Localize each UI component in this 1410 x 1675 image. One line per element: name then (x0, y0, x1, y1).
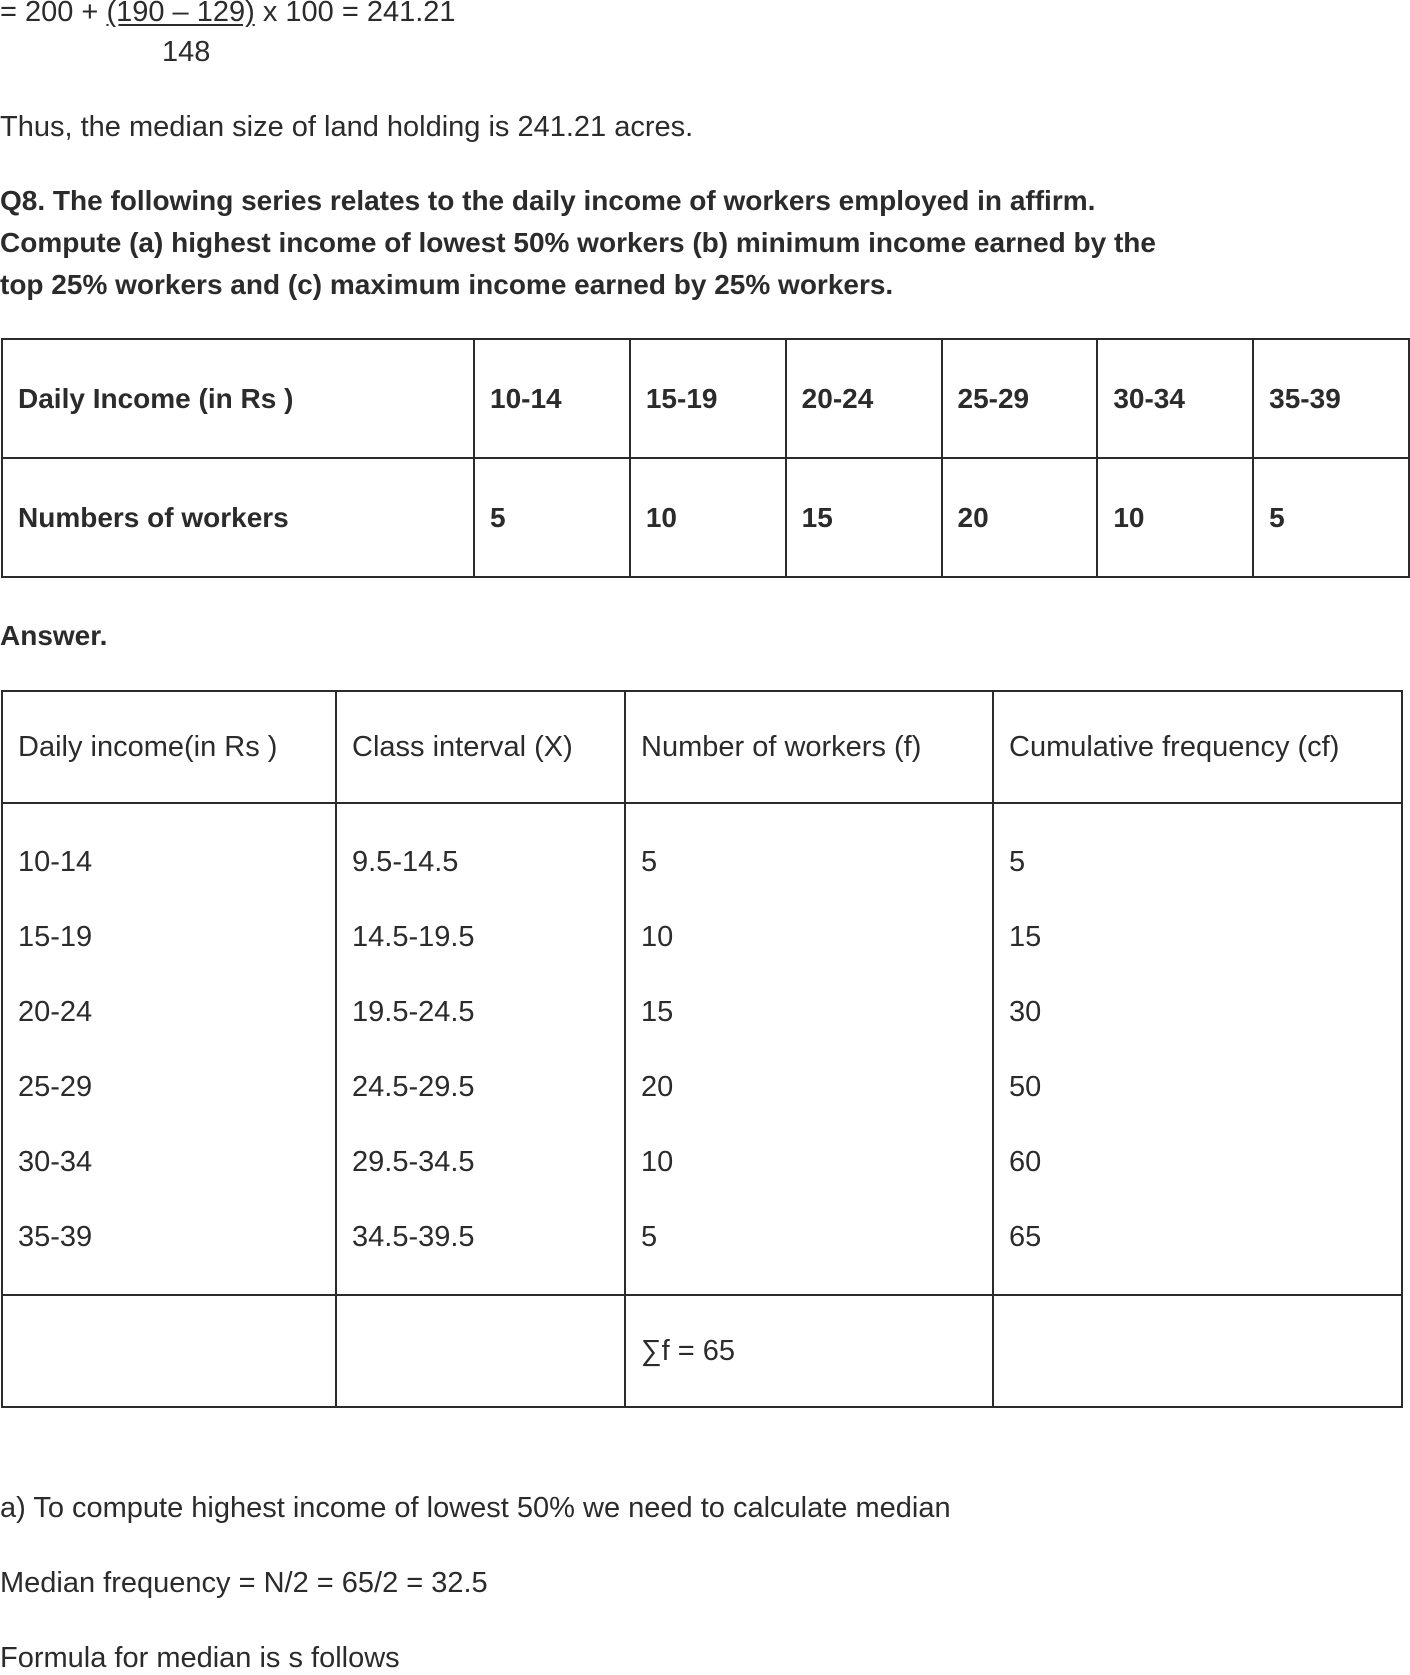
table-footer-row (2, 1295, 1402, 1407)
question-line-1: Q8. The following series relates to the daily income of workers employed in affirm. (0, 185, 1096, 216)
cell-workers-5: 10 (1097, 458, 1253, 577)
list-item: 14.5-19.5 (352, 921, 475, 953)
paragraph-median-frequency: Median frequency = N/2 = 65/2 = 32.5 (0, 1567, 488, 1599)
formula-denominator: 148 (162, 36, 211, 68)
footer-empty-2 (336, 1295, 625, 1407)
list-item: 65 (1009, 1221, 1042, 1253)
header-workers: Number of workers (f) (625, 691, 993, 803)
table-row-workers (2, 458, 1409, 577)
header-cumulative: Cumulative frequency (cf) (993, 691, 1402, 803)
cell-income-3: 20-24 (786, 339, 942, 458)
row-label-workers: Numbers of workers (2, 458, 474, 577)
list-item: 25-29 (18, 1071, 93, 1103)
cell-workers-2: 10 (630, 458, 786, 577)
list-item: 5 (641, 1221, 658, 1253)
table-body-row (2, 803, 1402, 1295)
cell-workers-4: 20 (942, 458, 1098, 577)
conclusion-text: Thus, the median size of land holding is 241.21 acres. (0, 111, 694, 143)
column-cumulative (993, 803, 1402, 1295)
list-item: 15 (1009, 921, 1042, 953)
list-item: 20 (641, 1071, 674, 1103)
list-item: 30-34 (18, 1146, 93, 1178)
cell-income-1: 10-14 (474, 339, 630, 458)
header-class-interval: Class interval (X) (336, 691, 625, 803)
paragraph-formula-intro: Formula for median is s follows (0, 1642, 400, 1674)
question-line-2: Compute (a) highest income of lowest 50% workers (b) minimum income earned by the (0, 227, 1156, 258)
cumulative-frequency-table (1, 690, 1403, 1408)
cell-income-5: 30-34 (1097, 339, 1253, 458)
list-item: 50 (1009, 1071, 1042, 1103)
formula-suffix: x 100 = 241.21 (254, 0, 456, 28)
answer-label: Answer. (0, 620, 108, 651)
list-item: 15-19 (18, 921, 93, 953)
paragraph-median-intro: a) To compute highest income of lowest 50% we need to calculate median (0, 1492, 951, 1524)
list-item: 19.5-24.5 (352, 996, 475, 1028)
list-item: 10-14 (18, 846, 93, 878)
column-workers (625, 803, 993, 1295)
list-item: 30 (1009, 996, 1042, 1028)
income-distribution-table (1, 338, 1410, 578)
row-label-income: Daily Income (in Rs ) (2, 339, 474, 458)
question-line-3: top 25% workers and (c) maximum income earned by 25% workers. (0, 269, 894, 300)
formula-numerator: (190 – 129) (106, 0, 255, 28)
list-item: 10 (641, 1146, 674, 1178)
list-item: 9.5-14.5 (352, 846, 459, 878)
cell-workers-3: 15 (786, 458, 942, 577)
column-daily-income (2, 803, 336, 1295)
list-item: 5 (641, 846, 658, 878)
formula-prefix: = 200 + (0, 0, 107, 28)
column-class-interval (336, 803, 625, 1295)
cell-income-2: 15-19 (630, 339, 786, 458)
list-item: 15 (641, 996, 674, 1028)
header-daily-income: Daily income(in Rs ) (2, 691, 336, 803)
sum-frequency: ∑f = 65 (625, 1295, 993, 1407)
list-item: 20-24 (18, 996, 93, 1028)
footer-empty-4 (993, 1295, 1402, 1407)
list-item: 29.5-34.5 (352, 1146, 475, 1178)
table-row-income (2, 339, 1409, 458)
cell-workers-1: 5 (474, 458, 630, 577)
list-item: 60 (1009, 1146, 1042, 1178)
list-item: 24.5-29.5 (352, 1071, 475, 1103)
cell-income-4: 25-29 (942, 339, 1098, 458)
list-item: 34.5-39.5 (352, 1221, 475, 1253)
question-q8 (0, 180, 1156, 306)
median-formula (0, 0, 456, 29)
list-item: 35-39 (18, 1221, 93, 1253)
list-item: 5 (1009, 846, 1026, 878)
list-item: 10 (641, 921, 674, 953)
cell-income-6: 35-39 (1253, 339, 1409, 458)
footer-empty-1 (2, 1295, 336, 1407)
cell-workers-6: 5 (1253, 458, 1409, 577)
table-header-row (2, 691, 1402, 803)
